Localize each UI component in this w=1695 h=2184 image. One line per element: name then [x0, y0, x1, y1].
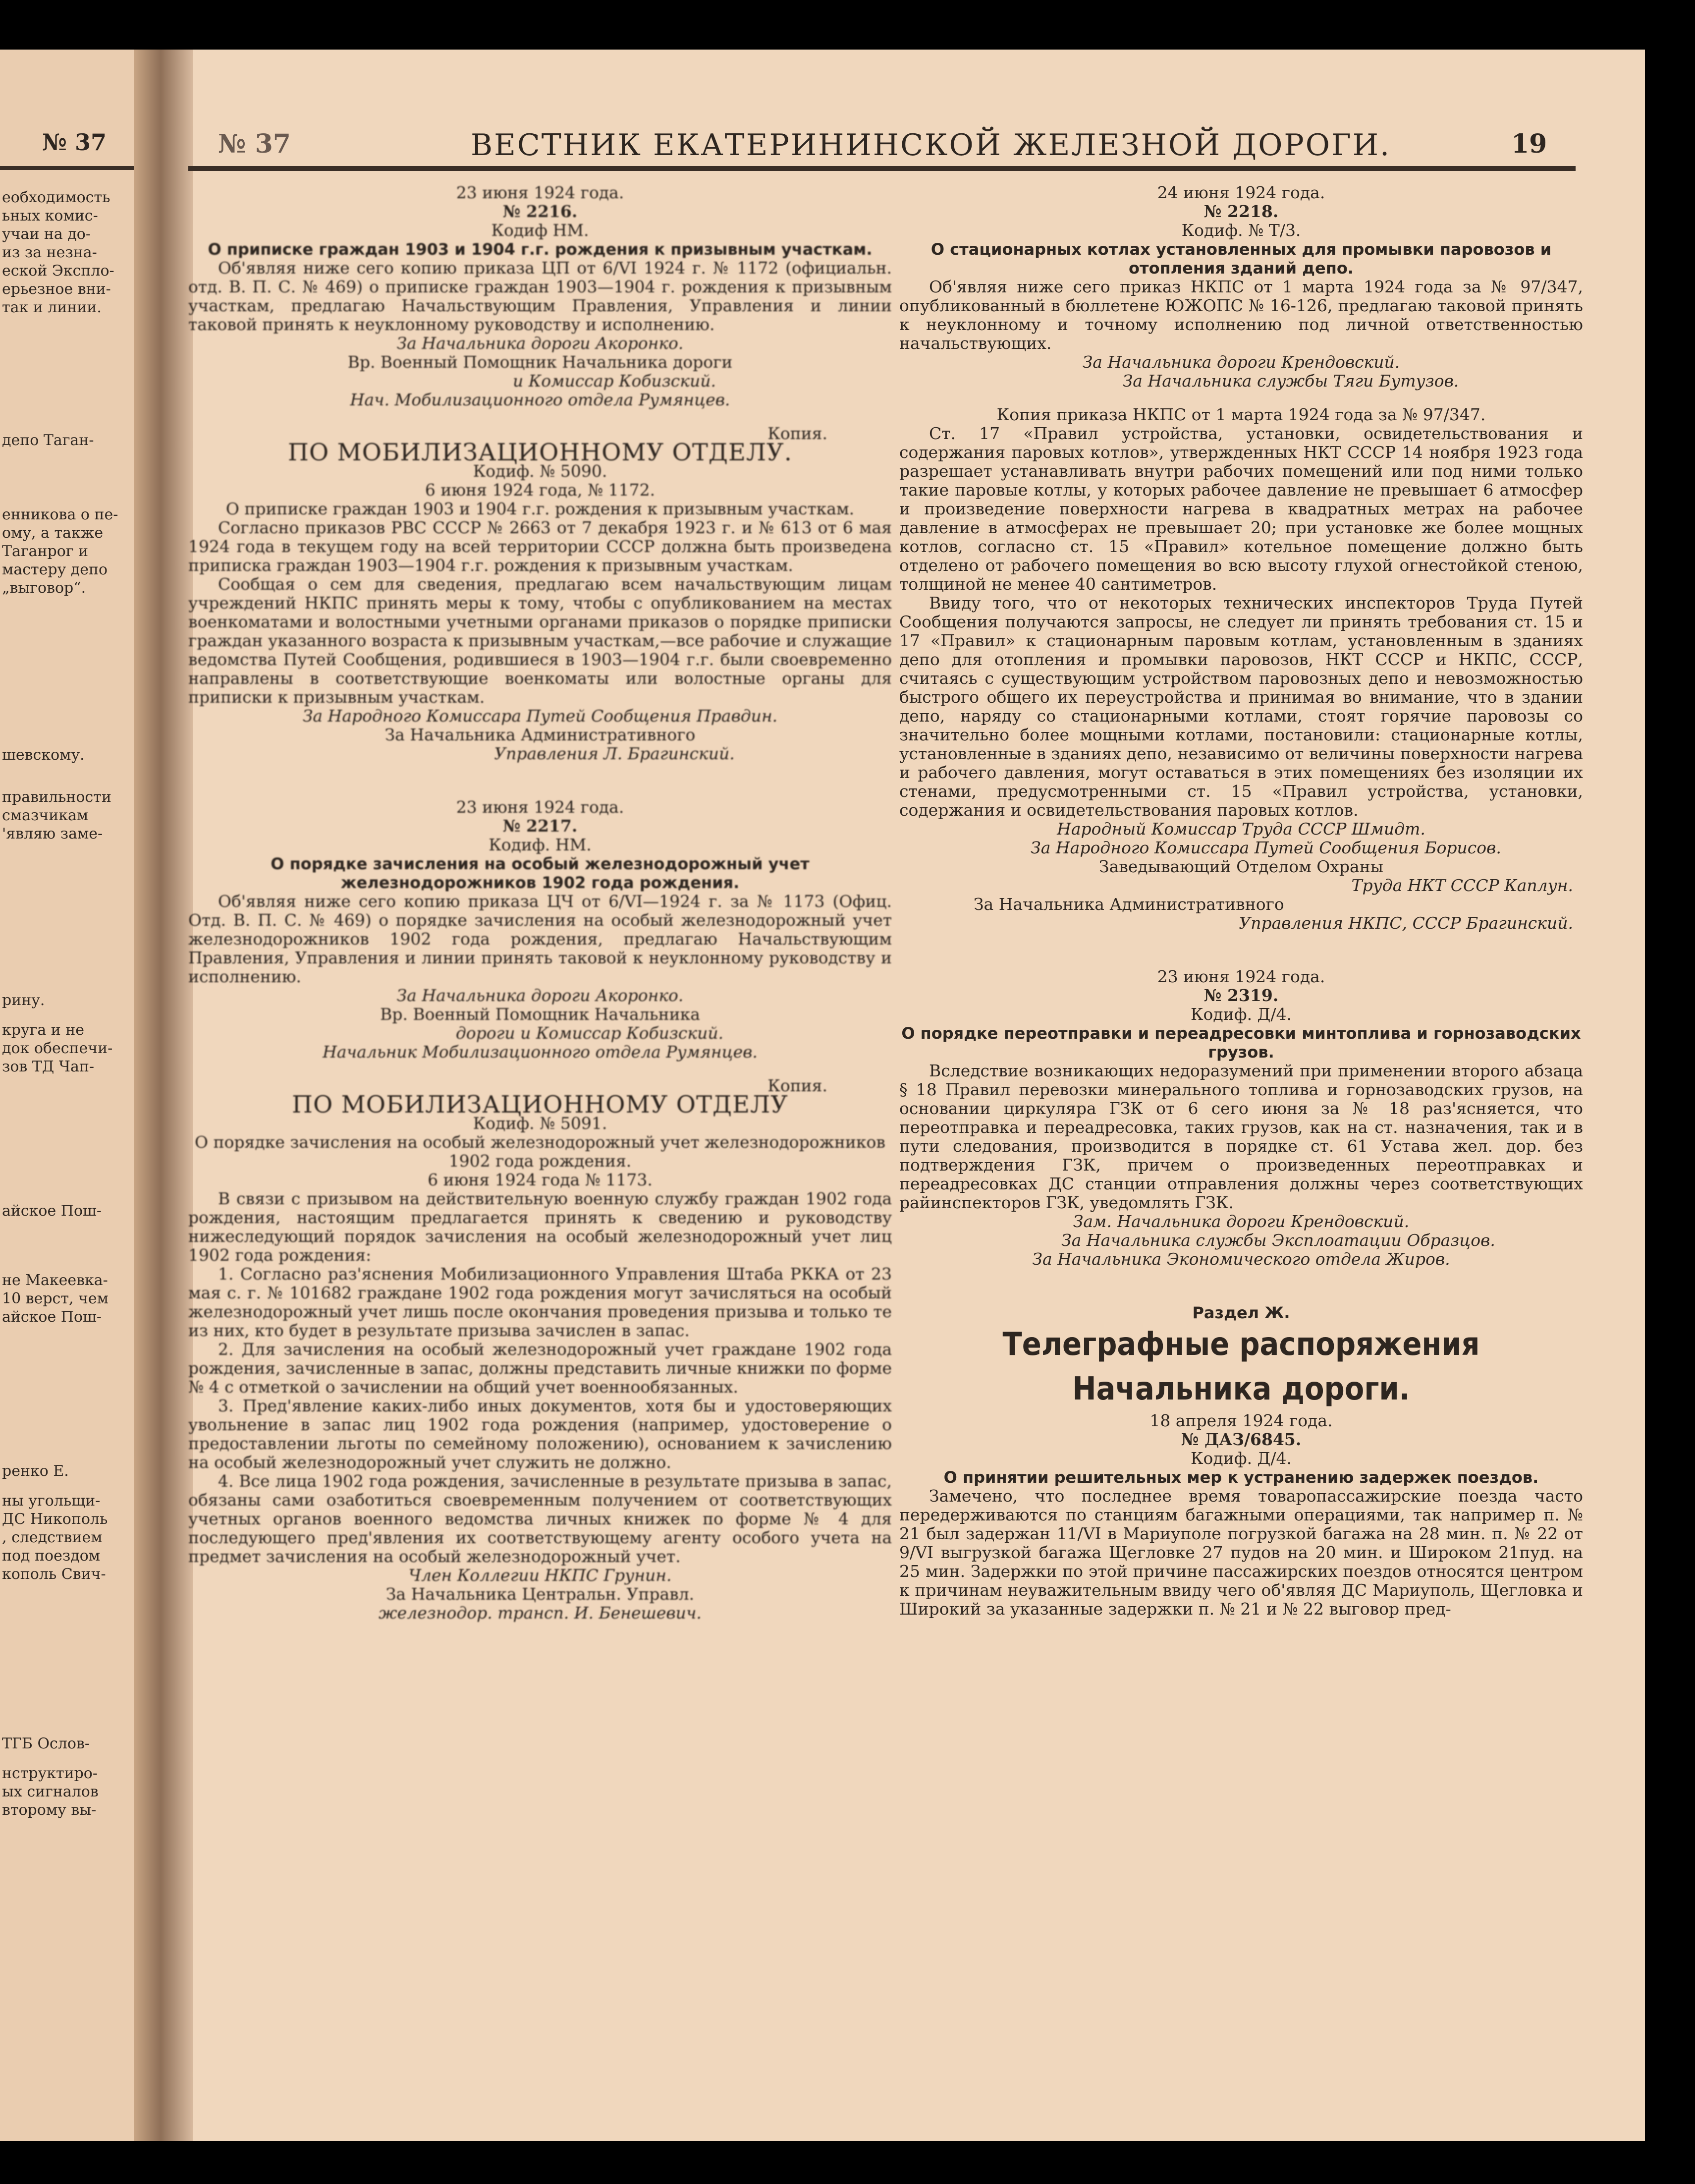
- signature: За Начальника дороги Акоронко.: [396, 334, 684, 353]
- previous-page-fragment: [2, 1271, 135, 1326]
- order-heading: О принятии решительных мер к устранению задержек поездов.: [943, 1468, 1539, 1487]
- section-heading: Телеграфные распоряжения Начальника дороги.: [1002, 1326, 1480, 1407]
- order-date: 23 июня 1924 года.: [456, 183, 624, 202]
- fragment-line: док обеспечи-: [2, 1040, 113, 1057]
- order-heading: О порядке переотправки и переадресовки минтоплива и горнозаводских грузов.: [901, 1024, 1581, 1062]
- order-paragraph: Ввиду того, что от некоторых технических инспекторов Труда Путей Сообщения получаются запросы, не следует ли принять требования ст. 15 и 17 «Правил» к стационарным паровым котлам, установленным в зданиях депо для отопления и промывки паровозов, НКТ СССР и НКПС, СССР, считаясь с существующим устройством паровозных депо и невозможностью быстрого общего их переустройства и принимая во внимание, что в здании депо, наряду со стационарными котлами, стоят горячие паровозы со значительно более мощными котлами, постановили: стационарные котлы, установленные в зданиях депо, независимо от величины поверхности нагрева и рабочего давления, могут оставаться в этих помещениях без изоляции их стенами, предусмотренными ст. 15 «Правил устройства, установки, содержания и освидетельствования паровых котлов.: [899, 593, 1583, 820]
- signature: За Начальника службы Эксплоатации Образцов.: [1061, 1231, 1495, 1250]
- previous-page-fragment: [2, 431, 135, 449]
- fragment-line: рину.: [2, 992, 45, 1009]
- fragment-line: ерьезное вни-: [2, 280, 111, 298]
- signature: дороги и Комиссар Кобизский.: [455, 1023, 724, 1043]
- previous-page-fragment: [2, 746, 135, 764]
- previous-page-fragment: [2, 1462, 135, 1480]
- order-code: Кодиф. Д/4.: [1191, 1005, 1292, 1024]
- order-date: 23 июня 1924 года.: [456, 797, 624, 817]
- previous-page-rule: [0, 166, 134, 170]
- signature: За Начальника Экономического отдела Жиров.: [1032, 1249, 1450, 1269]
- order-body: Вследствие возникающих недоразумений при применении второго абзаца § 18 Правил перевозки минерального топлива и горнозаводских грузов, на основании циркуляра ГЗК от 6 сего июня за № 18 раз'ясняется, что переотправка и переадресовка, таких грузов, как на ст. назначения, так и в пути следования, производится в порядке ст. 61 Устава жел. дор. без подтверждения ГЗК, причем о произведенных переотправках и переадресовках ДС станции отправления должны через соответствующих райинспекторов ГЗК, уведомлять ГЗК.: [899, 1061, 1583, 1212]
- order-number: № 2319.: [1203, 986, 1279, 1005]
- order-number: № 2217.: [502, 816, 578, 836]
- signature: Народный Комиссар Труда СССР Шмидт.: [1057, 819, 1425, 839]
- order-paragraph: 2. Для зачисления на особый железнодорожный учет граждане 1902 года рождения, зачисленные в запас, должны представить личные книжки по форме № 4 с отметкой о зачислении на общий учет военнообязанных.: [188, 1340, 892, 1397]
- fragment-line: не Макеевка-: [2, 1272, 108, 1289]
- order-paragraph: Сообщая о сем для сведения, предлагаю всем начальствующим лицам учреждений НКПС принять меры к тому, чтобы с опубликованием на местах военкоматами и волостными учетными органами приказов о порядке приписки граждан указанного возраста к призывным участкам,—все рабочие и служащие ведомства Путей Сообщения, родившиеся в 1903—1904 г.г. были своевременно направлены в соответствующие военкоматы или волостные органы для приписки к призывным участкам.: [188, 574, 892, 707]
- fragment-line: айское Пош-: [2, 1308, 102, 1326]
- fragment-line: так и линии.: [2, 299, 102, 316]
- fragment-line: ому, а также: [2, 524, 104, 542]
- fragment-line: айское Пош-: [2, 1202, 102, 1220]
- fragment-line: мастеру депо: [2, 561, 108, 578]
- order-date: 24 июня 1924 года.: [1157, 183, 1325, 202]
- copy-label: Копия.: [767, 1076, 827, 1095]
- signature: Заведывающий Отделом Охраны: [1099, 857, 1383, 876]
- previous-page-fragment: [2, 1764, 135, 1819]
- order-code: Кодиф. НМ.: [489, 835, 592, 854]
- fragment-line: енникова о пе-: [2, 506, 118, 523]
- fragment-line: ых сигналов: [2, 1783, 99, 1800]
- signature: За Начальника службы Тяги Бутузов.: [1122, 371, 1459, 391]
- fragment-line: учаи на до-: [2, 225, 91, 243]
- order-paragraph: Ст. 17 «Правил устройства, установки, освидетельствования и содержания паровых котлов», утвержденных НКТ СССР 14 ноября 1923 года разрешает устанавливать внутри рабочих помещений или под ними только такие паровые котлы, у которых рабочее давление не превышает 6 атмосфер и произведение поверхности нагрева в квадратных метрах на рабочее давление в атмосферах не превышает 20; при установке же более мощных котлов, согласно ст. 15 «Правил» котельное помещение должно быть отделено от рабочего помещения во всю высоту глухой огнестойкой стеною, толщиной не менее 40 сантиметров.: [899, 424, 1583, 594]
- previous-page-fragment: [2, 788, 135, 843]
- order-body: Об'являя ниже сего копию приказа ЦЧ от 6/VI—1924 г. за № 1173 (Офиц. Отд. В. П. С. № 469) о порядке зачисления на особый железнодорожный учет железнодорожников 1902 года рождения, предлагаю Начальствующим Правления, Управления и линии принять таковой к неуклонному руководству и исполнению.: [188, 892, 892, 986]
- previous-page-edge: [0, 50, 144, 2141]
- fragment-line: кополь Свич-: [2, 1566, 106, 1583]
- fragment-line: под поездом: [2, 1547, 101, 1565]
- fragment-line: Таганрог и: [2, 543, 89, 560]
- previous-page-fragment: [2, 1021, 135, 1076]
- order-body: Об'являя ниже сего приказ НКПС от 1 марта 1924 года за № 97/347, опубликованный в бюллетене ЮЖОПС № 16-126, предлагаю таковой принять к неуклонному и точному исполнению под личной ответственностью начальствующих.: [899, 277, 1583, 353]
- order-paragraph: 1. Согласно раз'яснения Мобилизационного Управления Штаба РККА от 23 мая с. г. № 101682 граждане 1902 года рождения могут зачисляться на особый железнодорожный учет лишь после окончания проведения призыва и только те из них, кто будет в результате призыва зачислен в запас.: [188, 1264, 892, 1340]
- order-date: 18 апреля 1924 года.: [1149, 1411, 1333, 1430]
- signature: За Начальника дороги Акоронко.: [396, 986, 684, 1005]
- fragment-line: из за незна-: [2, 244, 97, 261]
- copy-label: Копия.: [767, 424, 827, 443]
- fragment-line: ренко Е.: [2, 1462, 69, 1480]
- fragment-line: 10 верст, чем: [2, 1290, 109, 1307]
- header-title: ВЕСТНИК ЕКАТЕРИНИНСКОЙ ЖЕЛЕЗНОЙ ДОРОГИ.: [471, 128, 1391, 163]
- order-number: № 2216.: [502, 202, 578, 221]
- order-heading: О порядке зачисления на особый железнодорожный учет железнодорожников 1902 года рождения.: [271, 854, 810, 892]
- signature: За Начальника Центральн. Управл.: [385, 1584, 695, 1604]
- order-code: Кодиф НМ.: [491, 221, 589, 240]
- left-column: [188, 183, 892, 1623]
- fragment-line: ТГБ Ослов-: [2, 1735, 90, 1752]
- order-code: Кодиф. № 5091.: [473, 1114, 607, 1133]
- fragment-line: правильности: [2, 788, 111, 806]
- order-body: Замечено, что последнее время товаропассажирские поезда часто передерживаются по станциям багажными операциями, так например п. № 21 был задержан 11/VI в Мариуполе погрузкой багажа на 28 мин. п. № 22 от 9/VI выгрузкой багажа Щегловке 27 пудов на 20 мин. и Широком 21пуд. на 25 мин. Задержки по этой причине пассажирских поездов относятся центром к причинам неуважительным ввиду чего об'являя ДС Мариуполь, Щегловка и Широкий за указанные задержки п. № 21 и № 22 выговор пред-: [899, 1486, 1583, 1619]
- previous-page-fragment: [2, 1202, 135, 1220]
- order-paragraph: Согласно приказов РВС СССР № 2663 от 7 декабря 1923 г. и № 613 от 6 мая 1924 года в текущем году на всей территории СССР должна быть произведена приписка граждан 1903—1904 г.г. рождения к призывным участкам.: [188, 518, 892, 575]
- order-paragraph: 3. Пред'явление каких-либо иных документов, хотя бы и удостоверяющих увольнение в запас лиц 1902 года рождения (например, удостоверение о предоставлении льготы по семейному положению), основанием к зачислению на особый железнодорожный учет служить не должно.: [188, 1396, 892, 1472]
- previous-page-fragment: [2, 991, 135, 1009]
- order-date: 6 июня 1924 года, № 1172.: [425, 480, 656, 500]
- signature: Труда НКТ СССР Каплун.: [1351, 876, 1573, 895]
- header-left-number: № 37: [218, 129, 291, 159]
- order-date: 23 июня 1924 года.: [1157, 967, 1325, 986]
- right-column: [899, 183, 1583, 1619]
- order-paragraph: В связи с призывом на действительную военную службу граждан 1902 года рождения, настоящим предлагается принять к сведению и руководству нижеследующий порядок зачисления на особый железнодорожный учет лиц 1902 года рождения:: [188, 1189, 892, 1265]
- signature: Управления НКПС, СССР Брагинский.: [1239, 913, 1573, 933]
- signature: и Комиссар Кобизский.: [512, 371, 716, 391]
- fragment-line: ьных комис-: [2, 207, 98, 224]
- section-title: ПО МОБИЛИЗАЦИОННОМУ ОТДЕЛУ: [292, 1091, 788, 1119]
- binding-gutter: [134, 50, 193, 2141]
- previous-page-fragment: [2, 1492, 135, 1583]
- header-rule: [188, 166, 1576, 171]
- order-heading: О стационарных котлах установленных для промывки паровозов и отопления зданий депо.: [930, 240, 1552, 278]
- order-heading: О приписке граждан 1903 и 1904 г.г. рождения к призывным участкам.: [208, 240, 873, 259]
- signature: Член Коллегии НКПС Грунин.: [408, 1566, 672, 1585]
- signature: За Народного Комиссара Путей Сообщения Борисов.: [1031, 838, 1501, 857]
- header-page-number: 19: [1511, 129, 1547, 159]
- signature: Вр. Военный Помощник Начальника: [380, 1005, 700, 1024]
- signature: Зам. Начальника дороги Крендовский.: [1073, 1212, 1410, 1231]
- order-code: Кодиф. Д/4.: [1191, 1449, 1292, 1468]
- previous-page-fragment: [2, 1735, 135, 1753]
- copy-title: Копия приказа НКПС от 1 марта 1924 года за № 97/347.: [996, 405, 1486, 424]
- signature: За Народного Комиссара Путей Сообщения Правдин.: [302, 706, 778, 726]
- section-label: Раздел Ж.: [1192, 1303, 1290, 1322]
- fragment-line: ны угольщи-: [2, 1492, 101, 1510]
- signature: Управления Л. Брагинский.: [494, 744, 735, 763]
- scanned-page-spread: [0, 50, 1645, 2141]
- signature: Начальник Мобилизационного отдела Румянцев.: [323, 1042, 758, 1062]
- order-subject: О порядке зачисления на особый железнодорожный учет железнодорожников 1902 года рождения.: [195, 1132, 885, 1171]
- order-date: 6 июня 1924 года № 1173.: [428, 1170, 653, 1189]
- page: [188, 50, 1645, 2141]
- signature: За Начальника Административного: [974, 895, 1284, 914]
- order-paragraph: 4. Все лица 1902 года рождения, зачисленные в результате призыва в запас, обязаны сами озаботиться своевременным получением от соответствующих учетных органов военного ведомства личных книжек по форме № 4 для последующего пред'явления их соответствующему агенту особого учета на предмет зачисления на особый железнодорожный учет.: [188, 1471, 892, 1566]
- fragment-line: „выговор“.: [2, 579, 86, 597]
- previous-page-fragment: [2, 188, 135, 317]
- fragment-line: второму вы-: [2, 1801, 97, 1819]
- order-subject: О приписке граждан 1903 и 1904 г.г. рождения к призывным участкам.: [225, 499, 855, 518]
- previous-page-number: № 37: [42, 129, 107, 156]
- signature: За Начальника дороги Крендовский.: [1082, 352, 1400, 372]
- fragment-line: ДС Никополь: [2, 1511, 108, 1528]
- fragment-line: смазчикам: [2, 807, 89, 824]
- order-code: Кодиф. № 5090.: [473, 461, 607, 481]
- signature: За Начальника Административного: [384, 725, 696, 744]
- fragment-line: круга и не: [2, 1021, 85, 1039]
- signature: Нач. Мобилизационного отдела Румянцев.: [350, 390, 730, 409]
- signature: Вр. Военный Помощник Начальника дороги: [347, 352, 733, 372]
- previous-page-fragment: [2, 505, 135, 597]
- fragment-line: , следствием: [2, 1529, 103, 1546]
- fragment-line: еобходимость: [2, 189, 110, 206]
- fragment-line: нструктиро-: [2, 1765, 98, 1782]
- fragment-line: шевскому.: [2, 746, 85, 764]
- order-number: № 2218.: [1203, 202, 1279, 221]
- order-body: Об'являя ниже сего копию приказа ЦП от 6/VI 1924 г. № 1172 (официальн. отд. В. П. С. № 469) о приписке граждан 1903—1904 г. рождения к призывным участкам, предлагаю Начальствующим Правления, Управления и линии таковой принять к неуклонному руководству и исполнению.: [188, 258, 892, 334]
- fragment-line: зов ТД Чап-: [2, 1058, 94, 1075]
- signature: железнодор. трансп. И. Бенешевич.: [379, 1603, 702, 1623]
- fragment-line: депо Таган-: [2, 432, 94, 449]
- order-number: № ДАЗ/6845.: [1181, 1430, 1302, 1449]
- section-title: ПО МОБИЛИЗАЦИОННОМУ ОТДЕЛУ.: [288, 439, 792, 466]
- order-code: Кодиф. № Т/3.: [1181, 221, 1301, 240]
- fragment-line: еской Экспло-: [2, 262, 114, 280]
- fragment-line: 'являю заме-: [2, 825, 103, 842]
